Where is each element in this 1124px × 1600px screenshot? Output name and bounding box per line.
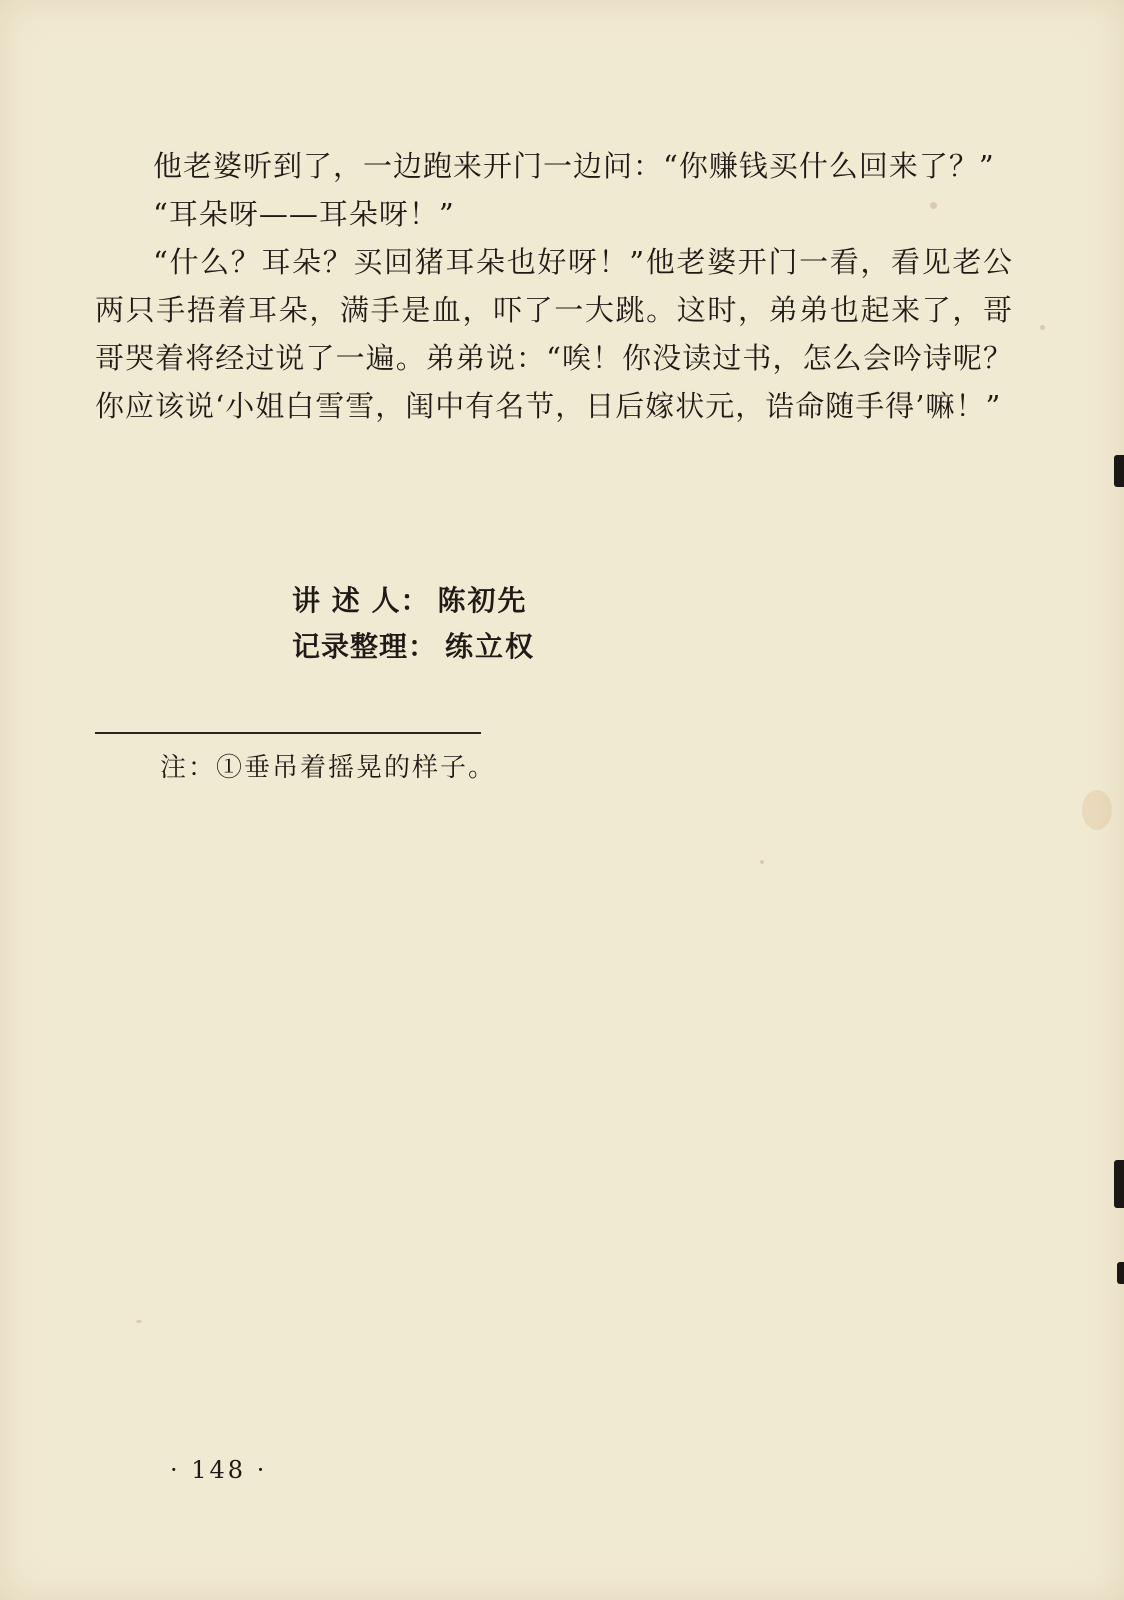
- narrator-credit: [292, 578, 535, 624]
- page-edge-tear: [1114, 455, 1124, 487]
- narrator-name: 陈初先: [437, 584, 528, 617]
- page-edge-tear: [1114, 1160, 1124, 1208]
- story-credits: [292, 578, 535, 670]
- paper-stain: [1082, 790, 1112, 830]
- story-paragraph: 他老婆听到了，一边跑来开门一边问：“你赚钱买什么回来了？”: [153, 149, 995, 183]
- recorder-label: 记录整理：: [292, 630, 438, 663]
- recorder-name: 练立权: [445, 630, 536, 663]
- story-paragraph: “什么？耳朵？买回猪耳朵也好呀！”他老婆开门一看，看见老公两只手捂着耳朵，满手是血，吓了一大跳。这时，弟弟也起来了，哥哥哭着将经过说了一遍。弟弟说：“唉！你没读过书，怎么会吟诗呢？你应该说‘小姐白雪雪，闺中有名节，日后嫁状元，诰命随手得’嘛！”: [95, 245, 1013, 423]
- footnote: 注：①垂吊着摇晃的样子。: [160, 753, 497, 783]
- story-text: [95, 142, 1013, 430]
- paper-speck: [760, 860, 764, 864]
- paper-speck: [136, 1320, 142, 1323]
- page-edge-tear: [1117, 1262, 1124, 1284]
- paper-speck: [1040, 325, 1045, 330]
- page-number: · 148 ·: [170, 1456, 268, 1484]
- story-paragraph: “耳朵呀——耳朵呀！”: [153, 197, 455, 231]
- narrator-label: 讲 述 人：: [292, 584, 430, 617]
- footnote-divider: [95, 732, 481, 734]
- recorder-credit: [292, 624, 535, 670]
